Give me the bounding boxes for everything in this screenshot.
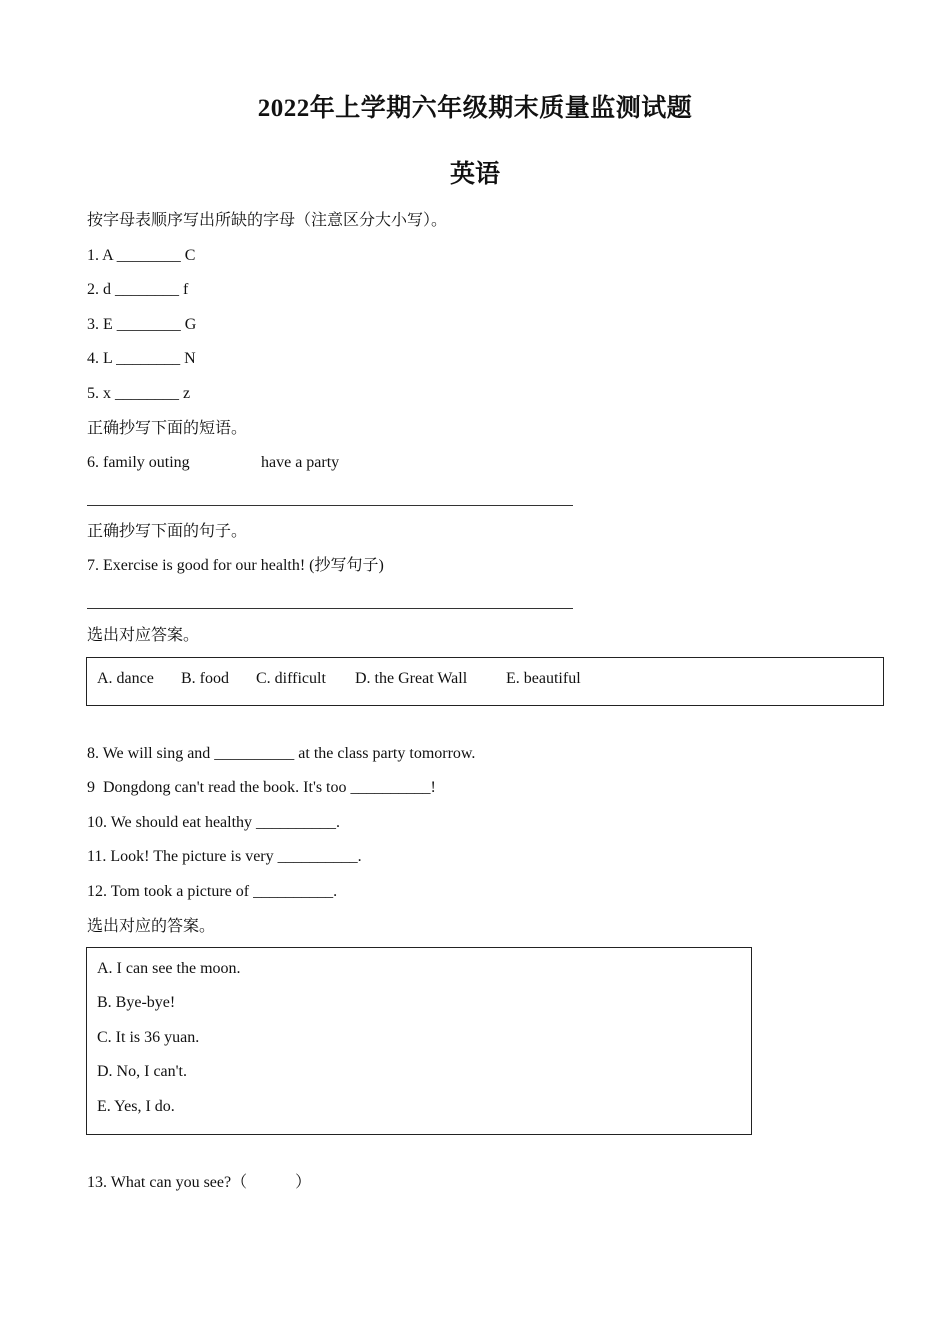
option-a: A. dance [97,670,154,687]
question-5: 5. x ________ z [87,385,191,402]
section3-instruction: 正确抄写下面的句子。 [87,523,248,540]
answer-option-a: A. I can see the moon. [97,960,241,977]
question-8: 8. We will sing and __________ at the class party tomorrow. [87,745,476,762]
question-11: 11. Look! The picture is very __________. [87,848,362,865]
section2-instruction: 正确抄写下面的短语。 [87,420,248,437]
option-e: E. beautiful [506,670,581,687]
option-b: B. food [181,670,229,687]
answer-option-b: B. Bye-bye! [97,994,176,1011]
section4-instruction: 选出对应答案。 [87,627,200,644]
option-c: C. difficult [256,670,326,687]
question-6-phrase: have a party [261,454,340,471]
section1-instruction: 按字母表顺序写出所缺的字母（注意区分大小写）。 [87,212,448,229]
answer-option-d: D. No, I can't. [97,1063,187,1080]
question-1: 1. A ________ C [87,247,196,264]
answer-line-7 [87,608,573,609]
question-10: 10. We should eat healthy __________. [87,814,341,831]
question-12: 12. Tom took a picture of __________. [87,883,338,900]
question-2: 2. d ________ f [87,281,189,298]
question-13: 13. What can you see?（ ） [87,1174,312,1191]
answer-line-6 [87,505,573,506]
answer-option-c: C. It is 36 yuan. [97,1029,200,1046]
question-6: 6. family outing [87,454,190,471]
page-title: 2022年上学期六年级期末质量监测试题 [257,95,693,122]
option-d: D. the Great Wall [355,670,468,687]
answer-option-e: E. Yes, I do. [97,1098,175,1115]
question-4: 4. L ________ N [87,350,196,367]
page-subtitle: 英语 [449,161,500,188]
question-7: 7. Exercise is good for our health! (抄写句子) [87,557,384,574]
section5-instruction: 选出对应的答案。 [87,918,216,935]
word-bank-box [86,657,884,706]
question-3: 3. E ________ G [87,316,197,333]
question-9: 9 Dongdong can't read the book. It's too __________! [87,779,436,796]
answer-bank-box [86,947,752,1135]
